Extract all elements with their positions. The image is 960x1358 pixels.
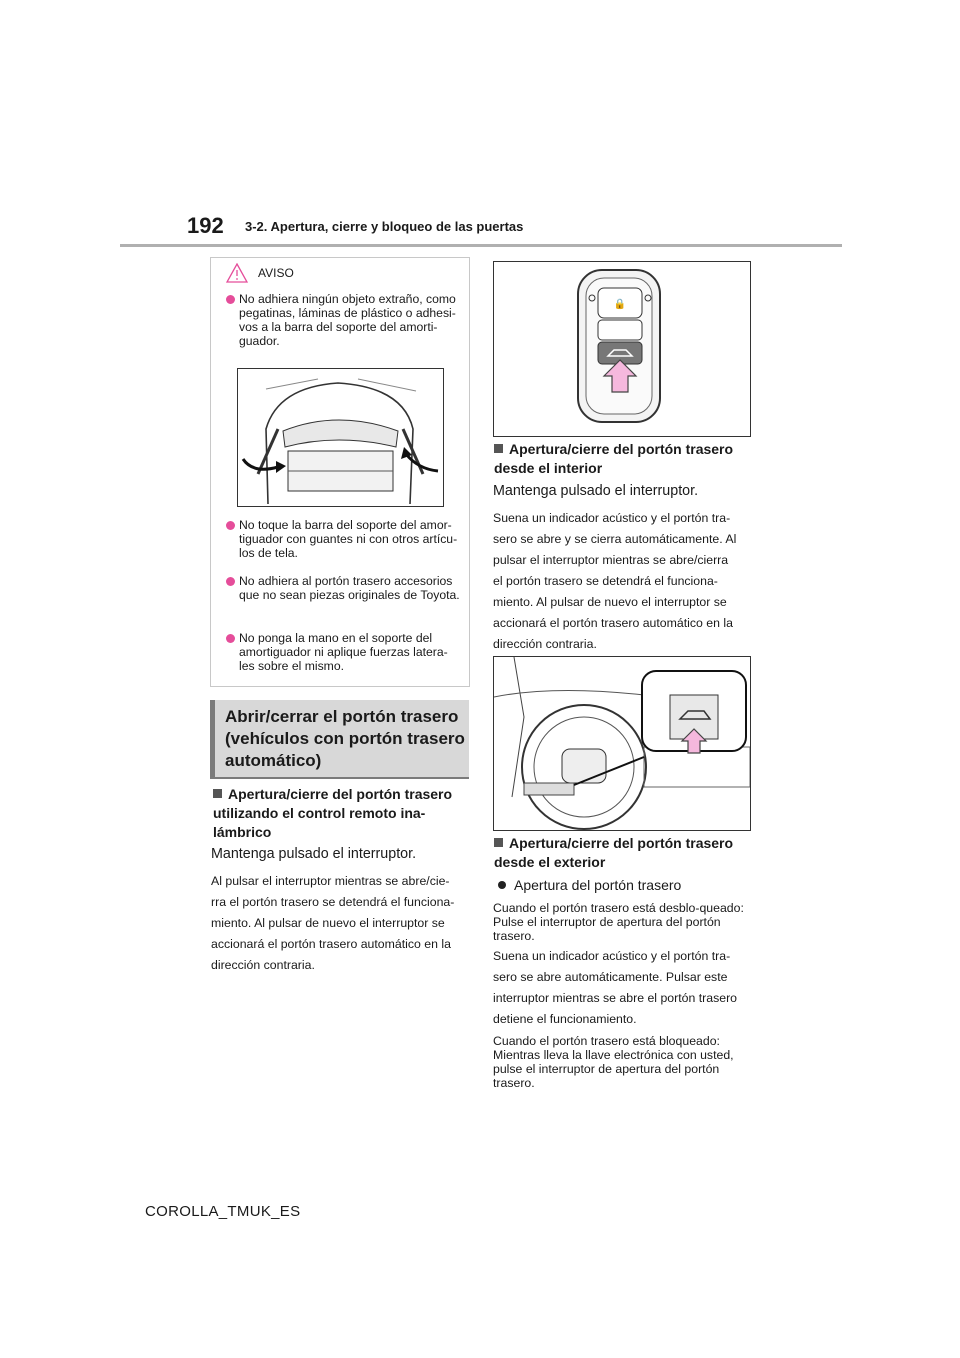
square-bullet-icon xyxy=(213,789,222,798)
subheading-interior: Apertura/cierre del portón trasero desde el interior xyxy=(494,441,734,476)
para-unlocked: Cuando el portón trasero está desblo-queado: Pulse el interruptor de apertura del portón trasero. xyxy=(493,901,744,943)
warning-triangle-icon xyxy=(226,263,248,283)
square-bullet-icon xyxy=(494,838,503,847)
warning-item: No adhiera al portón trasero accesorios que no sean piezas originales de Toyota. xyxy=(226,574,462,602)
round-bullet-icon xyxy=(498,881,506,889)
key-fob-illustration xyxy=(493,261,751,437)
warning-item: No toque la barra del soporte del amor-tiguador con guantes ni con otros artícu-los de tela. xyxy=(226,518,462,560)
body-exterior: Suena un indicador acústico y el portón tra- sero se abre automáticamente. Pulsar este interruptor mientras se abre el portón trasero detiene el funcionamiento. xyxy=(493,949,738,1026)
bullet-icon xyxy=(226,634,235,643)
warning-box xyxy=(210,257,470,687)
dashboard-switch-illustration xyxy=(493,656,751,831)
warning-item: No adhiera ningún objeto extraño, como pegatinas, láminas de plástico o adhesi-vos a la barra del soporte del amorti-guador. xyxy=(226,292,462,348)
tailgate-strut-illustration xyxy=(237,368,444,507)
lead-remote: Mantenga pulsado el interruptor. xyxy=(211,846,417,862)
bullet-icon xyxy=(226,521,235,530)
warning-header xyxy=(226,263,294,283)
lead-interior: Mantenga pulsado el interruptor. xyxy=(493,483,699,499)
footer-code: COROLLA_TMUK_ES xyxy=(145,1203,301,1220)
warning-title: AVISO xyxy=(258,266,294,280)
subheading-exterior: Apertura/cierre del portón trasero desde el exterior xyxy=(494,835,734,870)
section-heading: Abrir/cerrar el portón trasero (vehículos con portón trasero automático) xyxy=(210,700,469,777)
page-number: 192 xyxy=(187,213,224,238)
header-divider xyxy=(120,244,842,247)
para-locked: Cuando el portón trasero está bloqueado: Mientras lleva la llave electrónica con usted, pulse el interruptor de apertura del portón trasero. xyxy=(493,1034,734,1090)
subheading-remote: Apertura/cierre del portón trasero utilizando el control remoto ina-lámbrico xyxy=(213,786,453,840)
section-title: 3-2. Apertura, cierre y bloqueo de las puertas xyxy=(245,219,524,234)
section-heading-underline xyxy=(210,777,469,779)
bullet-icon xyxy=(226,577,235,586)
body-interior: Suena un indicador acústico y el portón tra- sero se abre y se cierra automáticamente. Al pulsar el interruptor mientras se abre/cierra el portón trasero se detendrá el funciona- miento. Al pulsar de nuevo el interruptor se accionará el portón trasero automático en la dirección contraria. xyxy=(493,511,737,651)
square-bullet-icon xyxy=(494,444,503,453)
bullet-icon xyxy=(226,295,235,304)
warning-item: No ponga la mano en el soporte del amortiguador ni aplique fuerzas latera-les sobre el mismo. xyxy=(226,631,462,673)
svg-text:🔒: 🔒 xyxy=(613,299,627,310)
body-remote: Al pulsar el interruptor mientras se abre/cie- rra el portón trasero se detendrá el funciona- miento. Al pulsar de nuevo el interruptor se accionará el portón trasero automático en la dirección contraria. xyxy=(211,874,455,972)
bullet-exterior-open: Apertura del portón trasero xyxy=(494,877,681,893)
